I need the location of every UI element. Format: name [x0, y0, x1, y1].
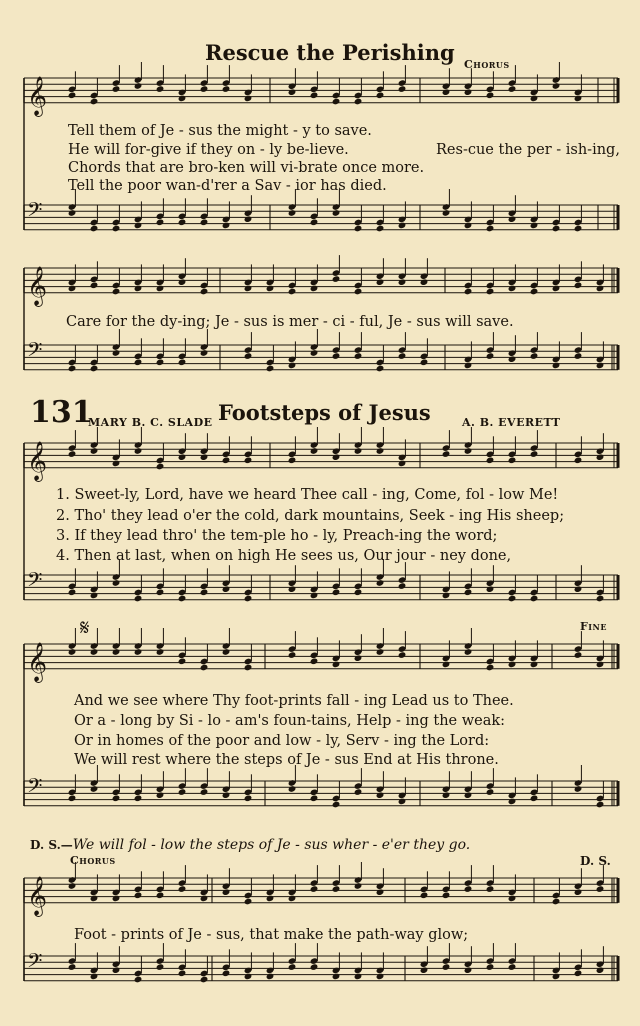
hymn-bass-2-note	[574, 785, 583, 793]
prev-treble-1-note	[134, 82, 143, 90]
hymn-bass-2-clef: 𝄢	[27, 774, 43, 802]
hymn-prev-chorus-label: Chorus	[464, 58, 510, 71]
hymn-prev-verse-1: Tell them of Je - sus the might - y to save.	[68, 123, 372, 139]
hymn-treble-2-note	[134, 648, 143, 656]
hymn-bass-1-note	[68, 589, 77, 597]
prev-treble-1-note	[464, 88, 473, 96]
chorus-bass-note	[134, 976, 143, 984]
prev-bass-2-note	[266, 365, 275, 373]
hymn-prev-verse-4: Tell the poor wan-d'rer a Sav - ior has died.	[68, 178, 387, 194]
chorus-bass-note	[266, 973, 275, 981]
prev-treble-2-note	[354, 288, 363, 296]
hymn-composer: A. B. EVERETT	[462, 416, 561, 429]
hymn-treble-1-note	[90, 447, 99, 455]
prev-bass-1-clef: 𝄢	[27, 198, 43, 226]
prev-treble-1-note	[200, 85, 209, 93]
chorus-bass-note	[376, 973, 385, 981]
hymn-bass-1-note	[288, 585, 297, 593]
prev-bass-2-note	[112, 349, 121, 357]
chorus-bass-note	[508, 963, 517, 971]
hymn-bass-2-note	[288, 785, 297, 793]
hymn-treble-1-note	[398, 460, 407, 468]
hymn-treble-1-note	[442, 450, 451, 458]
chorus-bass-note	[310, 963, 319, 971]
prev-bass-2-note	[134, 359, 143, 367]
hymn-bass-1-note	[332, 589, 341, 597]
prev-treble-1-note	[508, 85, 517, 93]
chorus-bass-note	[574, 970, 583, 978]
hymn-treble-2-note	[200, 664, 209, 672]
hymn-treble-1-note	[574, 457, 583, 465]
verse-3-line-2: Or in homes of the poor and low - ly, Serv - ing the Lord:	[74, 733, 490, 749]
prev-treble-2-note	[508, 285, 517, 293]
chorus-treble-note	[222, 888, 231, 896]
prev-bass-2-note	[288, 362, 297, 370]
hymn-bass-1-note	[200, 589, 209, 597]
hymn-treble-1-note	[288, 457, 297, 465]
prev-bass-1-note	[112, 225, 121, 233]
prev-bass-1-note	[508, 215, 517, 223]
prev-treble-2-note	[530, 288, 539, 296]
hymn-treble-1-note	[134, 447, 143, 455]
chorus-treble-note	[310, 885, 319, 893]
hymn-treble-2-note	[156, 648, 165, 656]
hymn-treble-1-note	[332, 453, 341, 461]
segno-symbol: 𝄋	[80, 616, 90, 641]
chorus-treble-note	[596, 885, 605, 893]
prev-bass-1-note	[310, 219, 319, 227]
hymn-bass-2-note	[508, 798, 517, 806]
chorus-bass-note	[596, 966, 605, 974]
hymn-treble-2-note	[178, 658, 187, 666]
prev-bass-1-note	[376, 225, 385, 233]
chorus-treble-note	[112, 895, 121, 903]
hymn-bass-2-note	[244, 795, 253, 803]
hymn-treble-1-note	[112, 460, 121, 468]
prev-treble-2-note	[420, 278, 429, 286]
hymn-bass-2-note	[530, 795, 539, 803]
hymn-bass-2-note	[90, 785, 99, 793]
prev-bass-1-note	[68, 209, 77, 217]
prev-bass-1-note	[244, 215, 253, 223]
chorus-treble-note	[200, 895, 209, 903]
prev-bass-1-note	[200, 219, 209, 227]
prev-bass-1-note	[178, 219, 187, 227]
hymn-bass-2-note	[486, 788, 495, 796]
prev-treble-1-note	[90, 98, 99, 106]
chorus-bass-note	[552, 973, 561, 981]
hymn-bass-2-note	[200, 788, 209, 796]
prev-bass-1-note	[398, 222, 407, 230]
hymn-bass-2-note	[376, 791, 385, 799]
prev-bass-1-note	[288, 209, 297, 217]
chorus-treble-note	[156, 892, 165, 900]
hymn-bass-1-note	[574, 585, 583, 593]
prev-treble-1-note	[332, 98, 341, 106]
chorus-bass-note	[420, 966, 429, 974]
chorus-treble-note	[68, 882, 77, 890]
prev-bass-2-note	[156, 359, 165, 367]
hymn-treble-2-note	[244, 664, 253, 672]
prev-bass-2-note	[464, 362, 473, 370]
chorus-bass-note	[486, 963, 495, 971]
prev-treble-1-note	[244, 95, 253, 103]
hymn-treble-1-note	[354, 447, 363, 455]
prev-treble-1-note	[288, 88, 297, 96]
prev-treble-1-note	[310, 92, 319, 100]
prev-treble-1-note	[530, 95, 539, 103]
prev-treble-2-note	[178, 278, 187, 286]
prev-treble-2-clef: 𝄞	[27, 265, 48, 306]
chorus-treble-note	[442, 892, 451, 900]
hymn-treble-2-note	[508, 661, 517, 669]
prev-treble-1-note	[552, 82, 561, 90]
chorus-bass-note	[178, 970, 187, 978]
hymn-treble-1-note	[244, 457, 253, 465]
hymn-treble-2-note	[112, 648, 121, 656]
chorus-bass-note	[244, 973, 253, 981]
prev-treble-2-note	[552, 285, 561, 293]
prev-treble-2-note	[156, 285, 165, 293]
hymn-bass-1-note	[354, 589, 363, 597]
hymn-bass-1-note	[178, 595, 187, 603]
hymn-treble-1-note	[310, 447, 319, 455]
prev-treble-2-note	[376, 278, 385, 286]
prev-treble-2-note	[574, 282, 583, 290]
hymn-bass-1-clef: 𝄢	[27, 568, 43, 596]
prev-bass-1-note	[156, 219, 165, 227]
chorus-treble-note	[178, 885, 187, 893]
hymn-lyricist: MARY B. C. SLADE	[88, 416, 213, 429]
chorus-lyric: Foot - prints of Je - sus, that make the path-way glow;	[74, 927, 469, 943]
chorus-bass-note	[222, 970, 231, 978]
chorus-treble-note	[134, 892, 143, 900]
verse-2-line-2: Or a - long by Si - lo - am's foun-tains, Help - ing the weak:	[74, 713, 506, 729]
prev-treble-2-note	[486, 288, 495, 296]
prev-treble-1-note	[574, 95, 583, 103]
hymn-bass-1-note	[156, 589, 165, 597]
verse-1-line-1: 1. Sweet-ly, Lord, have we heard Thee call - ing, Come, fol - low Me!	[56, 487, 559, 503]
prev-bass-1-note	[222, 222, 231, 230]
chorus-bass-note	[354, 973, 363, 981]
hymn-title: Footsteps of Jesus	[218, 400, 431, 425]
hymn-bass-1-note	[464, 589, 473, 597]
chorus-treble-note	[354, 882, 363, 890]
verse-3-line-1: 3. If they lead thro' the tem-ple ho - ly, Preach-ing the word;	[56, 528, 498, 544]
chorus-treble-note	[288, 895, 297, 903]
hymn-treble-1-note	[200, 453, 209, 461]
prev-bass-2-clef: 𝄢	[27, 338, 43, 366]
prev-treble-2-note	[464, 288, 473, 296]
hymn-bass-2-note	[596, 801, 605, 809]
chorus-treble-note	[420, 892, 429, 900]
prev-bass-1-note	[552, 225, 561, 233]
verse-4-line-2: We will rest where the steps of Je - sus End at His throne.	[74, 752, 499, 768]
chorus-bass-note	[112, 966, 121, 974]
prev-bass-1-note	[134, 222, 143, 230]
hymn-treble-2-note	[68, 648, 77, 656]
hymn-treble-1-note	[486, 457, 495, 465]
prev-bass-2-note	[486, 352, 495, 360]
chorus-treble-note	[574, 888, 583, 896]
prev-treble-2-note	[596, 285, 605, 293]
prev-treble-2-note	[200, 288, 209, 296]
hymn-treble-1-note	[376, 447, 385, 455]
hymn-bass-2-note	[156, 791, 165, 799]
prev-treble-2-note	[288, 288, 297, 296]
hymn-bass-1-note	[508, 595, 517, 603]
prev-bass-2-note	[530, 352, 539, 360]
hymn-treble-2-note	[354, 654, 363, 662]
hymn-treble-2-note	[398, 651, 407, 659]
prev-treble-2-note	[244, 285, 253, 293]
hymn-treble-2-note	[574, 651, 583, 659]
prev-bass-1-note	[354, 225, 363, 233]
hymn-treble-2-note	[90, 648, 99, 656]
hymn-bass-1-note	[112, 579, 121, 587]
hymn-treble-2-note	[530, 661, 539, 669]
prev-treble-1-note	[376, 92, 385, 100]
verse-1-line-2: And we see where Thy foot-prints fall - ing Lead us to Thee.	[74, 693, 514, 709]
chorus-bass-clef: 𝄢	[27, 949, 43, 977]
prev-treble-1-note	[178, 95, 187, 103]
prev-treble-1-note	[156, 85, 165, 93]
chorus-treble-note	[244, 898, 253, 906]
hymn-treble-2-note	[222, 648, 231, 656]
prev-bass-2-note	[310, 349, 319, 357]
chorus-bass-note	[200, 976, 209, 984]
hymn-number: 131	[30, 395, 93, 430]
prev-bass-2-note	[332, 352, 341, 360]
hymn-treble-2-note	[288, 651, 297, 659]
prev-bass-1-note	[574, 225, 583, 233]
prev-treble-1-note	[354, 98, 363, 106]
hymn-prev-title: Rescue the Perishing	[205, 40, 455, 65]
prev-bass-2-note	[376, 365, 385, 373]
chorus-bass-note	[442, 963, 451, 971]
prev-bass-1-note	[90, 225, 99, 233]
hymn-bass-2-note	[112, 795, 121, 803]
ds-prefix: D. S.—	[30, 838, 73, 852]
prev-treble-1-note	[398, 85, 407, 93]
hymn-treble-2-note	[310, 658, 319, 666]
prev-treble-2-note	[134, 285, 143, 293]
hymn-bass-1-note	[398, 582, 407, 590]
chorus-treble-note	[266, 895, 275, 903]
hymn-treble-2-note	[486, 664, 495, 672]
hymn-bass-1-note	[486, 585, 495, 593]
prev-bass-2-note	[574, 352, 583, 360]
hymn-treble-1-note	[68, 450, 77, 458]
chorus-bass-note	[464, 966, 473, 974]
prev-bass-1-note	[442, 209, 451, 217]
hymn-bass-2-note	[134, 795, 143, 803]
chorus-treble-note	[464, 885, 473, 893]
hymn-treble-1-note	[508, 457, 517, 465]
ds-line	[30, 834, 470, 853]
hymn-prev-verse-3: Chords that are bro-ken will vi-brate once more.	[68, 160, 425, 176]
hymn-bass-2-note	[178, 788, 187, 796]
prev-bass-1-note	[464, 222, 473, 230]
hymn-treble-1-note	[178, 453, 187, 461]
prev-treble-2-note	[90, 282, 99, 290]
chorus-bass-note	[288, 963, 297, 971]
hymn-bass-2-note	[222, 791, 231, 799]
hymn-bass-1-note	[134, 595, 143, 603]
hymn-prev-chorus-text: Res-cue the per - ish-ing,	[436, 142, 620, 158]
chorus-bass-note	[156, 963, 165, 971]
hymn-bass-2-note	[68, 795, 77, 803]
prev-bass-2-note	[178, 359, 187, 367]
hymn-prev-verse-2: He will for-give if they on - ly be-lieve.	[68, 142, 349, 158]
hymn-treble-1-clef: 𝄞	[27, 440, 48, 481]
hymn-treble-1-note	[222, 457, 231, 465]
hymn-treble-2-clef: 𝄞	[27, 641, 48, 682]
prev-bass-1-note	[530, 222, 539, 230]
prev-treble-2-note	[332, 275, 341, 283]
prev-bass-2-note	[552, 362, 561, 370]
hymn-treble-2-note	[332, 661, 341, 669]
hymn-prev-row2-lyric: Care for the dy-ing; Je - sus is mer - ci - ful, Je - sus will save.	[66, 314, 514, 330]
ds-mark: D. S.	[580, 854, 611, 868]
hymn-bass-1-note	[90, 592, 99, 600]
hymn-bass-2-note	[332, 801, 341, 809]
prev-bass-1-note	[486, 225, 495, 233]
hymn-treble-1-note	[596, 453, 605, 461]
ds-lyric: We will fol - low the steps of Je - sus wher - e'er they go.	[72, 837, 471, 853]
hymn-bass-1-note	[310, 592, 319, 600]
hymn-treble-2-note	[442, 661, 451, 669]
fine-label: Fine	[580, 620, 607, 633]
hymn-bass-1-note	[530, 595, 539, 603]
chorus-treble-note	[332, 885, 341, 893]
hymn-bass-2-note	[354, 788, 363, 796]
prev-bass-2-note	[68, 365, 77, 373]
prev-treble-2-note	[310, 285, 319, 293]
chorus-treble-note	[508, 895, 517, 903]
prev-treble-2-note	[68, 285, 77, 293]
prev-bass-2-note	[244, 352, 253, 360]
prev-bass-2-note	[354, 352, 363, 360]
hymn-treble-1-note	[464, 447, 473, 455]
hymn-bass-1-note	[442, 592, 451, 600]
chorus-treble-clef: 𝄞	[27, 875, 48, 916]
chorus-label: Chorus	[70, 854, 116, 867]
hymn-bass-1-note	[376, 579, 385, 587]
prev-treble-1-note	[68, 92, 77, 100]
chorus-bass-note	[68, 963, 77, 971]
hymn-treble-2-note	[376, 648, 385, 656]
prev-bass-2-note	[508, 355, 517, 363]
hymn-bass-2-note	[464, 791, 473, 799]
chorus-treble-note	[90, 895, 99, 903]
hymn-bass-2-note	[310, 795, 319, 803]
hymn-bass-1-note	[222, 585, 231, 593]
prev-treble-2-note	[112, 288, 121, 296]
verse-4-line-1: 4. Then at last, when on high He sees us, Our jour - ney done,	[56, 548, 512, 564]
hymn-treble-1-note	[530, 450, 539, 458]
prev-bass-2-note	[200, 349, 209, 357]
prev-treble-1-note	[112, 85, 121, 93]
prev-bass-2-note	[398, 352, 407, 360]
chorus-bass-note	[90, 973, 99, 981]
prev-bass-2-note	[90, 365, 99, 373]
chorus-bass-note	[332, 973, 341, 981]
verse-2-line-1: 2. Tho' they lead o'er the cold, dark mountains, Seek - ing His sheep;	[56, 508, 565, 524]
hymn-bass-1-note	[596, 595, 605, 603]
chorus-treble-note	[552, 898, 561, 906]
prev-treble-2-note	[398, 278, 407, 286]
hymn-treble-2-note	[596, 661, 605, 669]
hymn-bass-1-note	[244, 595, 253, 603]
prev-treble-2-note	[266, 285, 275, 293]
prev-treble-1-note	[486, 92, 495, 100]
hymn-bass-2-note	[442, 791, 451, 799]
prev-bass-2-note	[596, 362, 605, 370]
prev-bass-2-note	[420, 359, 429, 367]
hymn-bass-2-note	[398, 798, 407, 806]
prev-bass-1-note	[332, 209, 341, 217]
prev-treble-1-note	[442, 88, 451, 96]
hymn-treble-2-note	[464, 648, 473, 656]
hymn-treble-1-note	[156, 463, 165, 471]
prev-treble-1-clef: 𝄞	[27, 75, 48, 116]
prev-treble-1-note	[222, 85, 231, 93]
chorus-treble-note	[486, 885, 495, 893]
chorus-treble-note	[376, 888, 385, 896]
